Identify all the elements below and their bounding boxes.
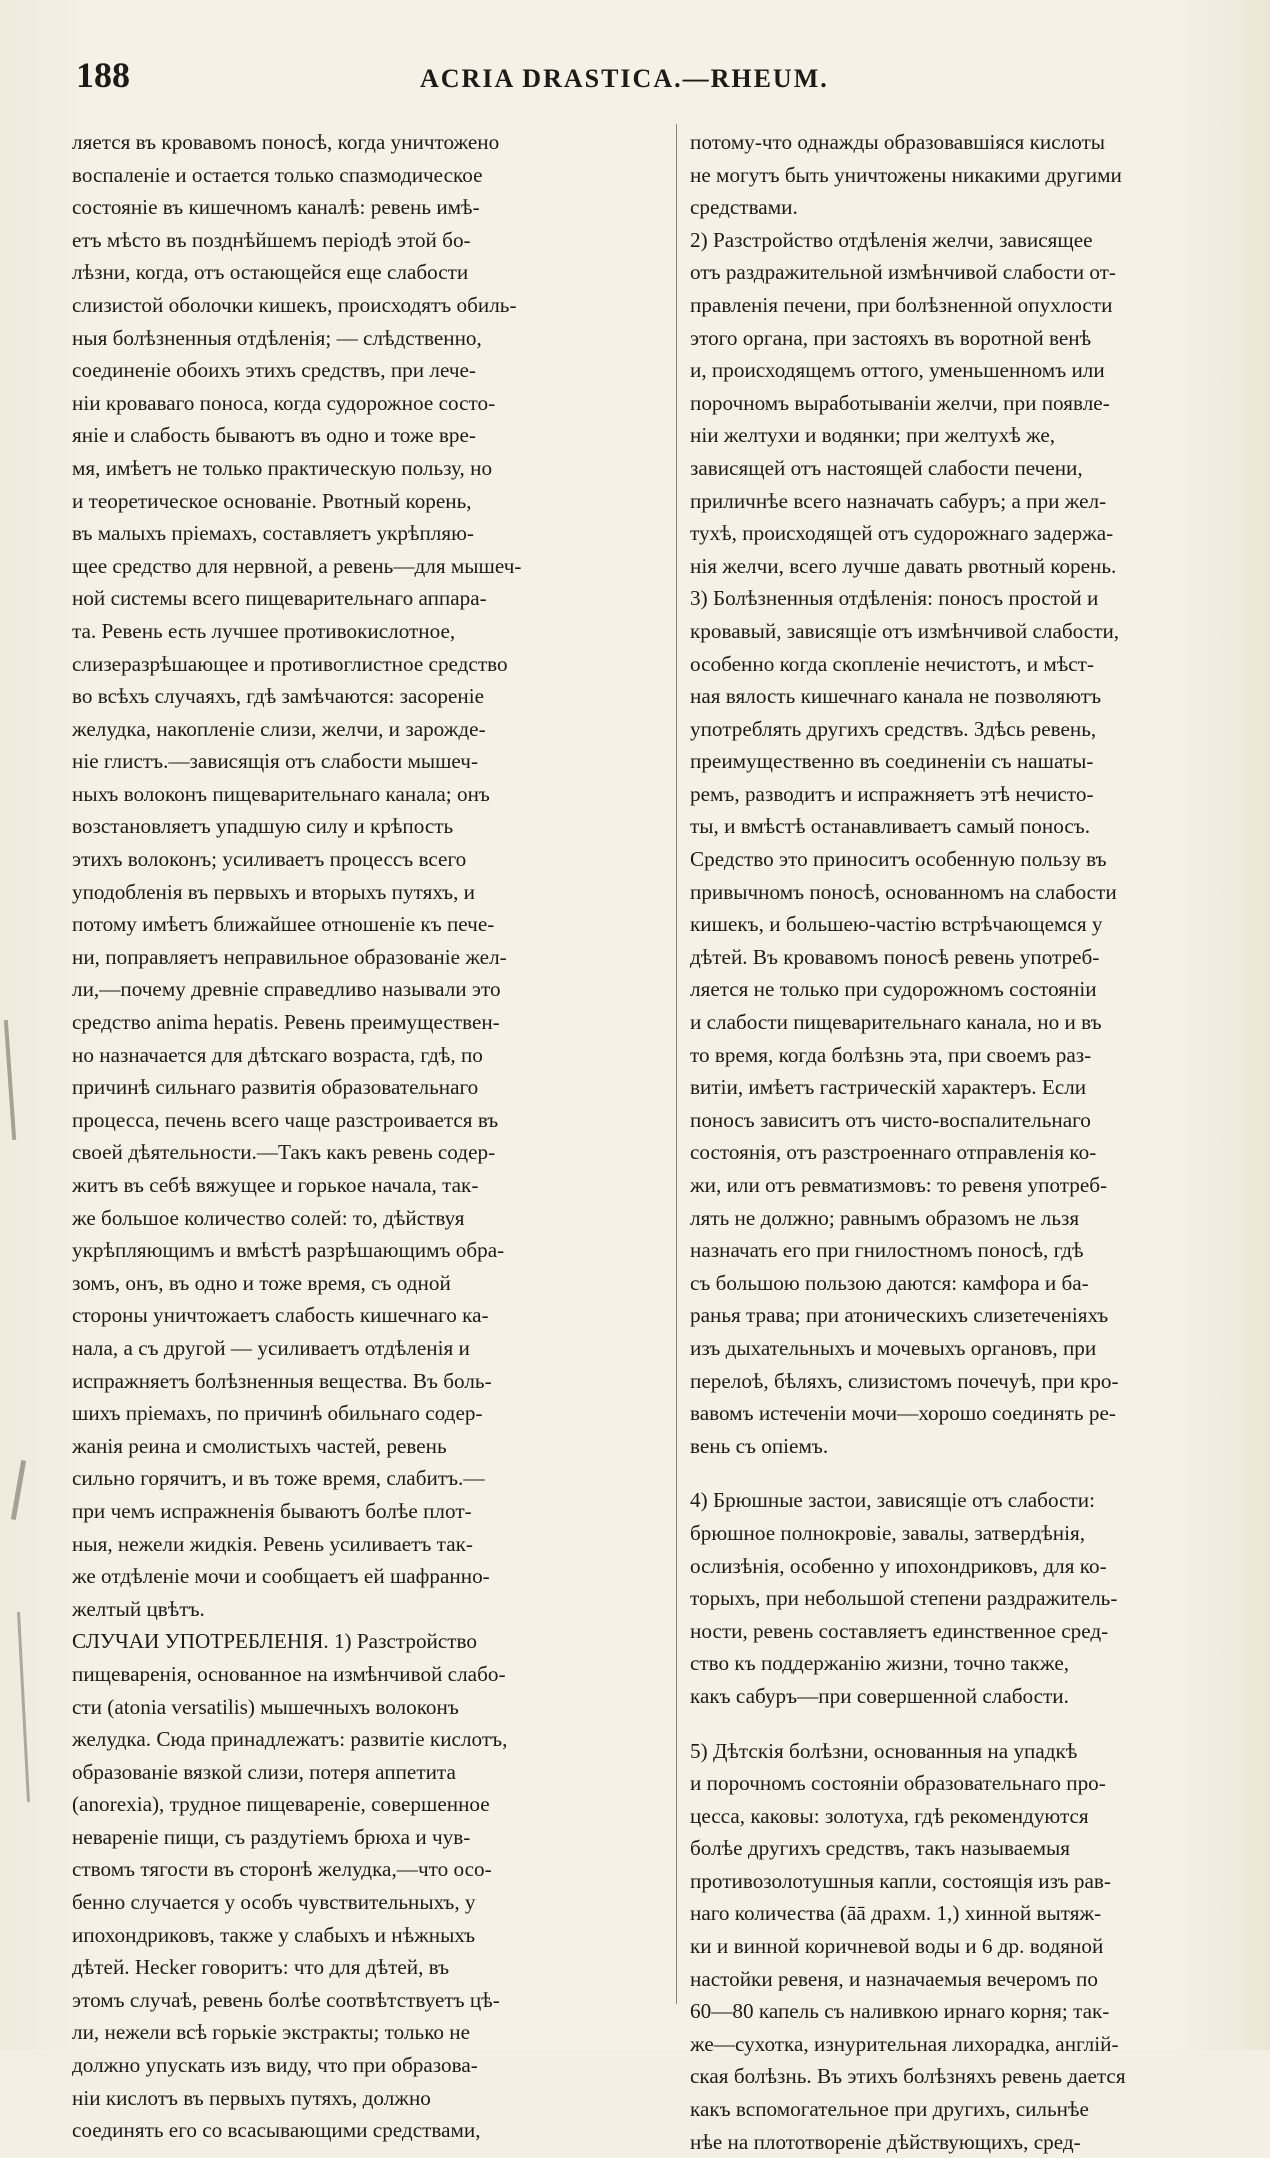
- text-line: бенно случается у особъ чувствительныхъ, у: [72, 1890, 476, 1915]
- text-line: въ малыхъ пріемахъ, составляетъ укрѣпляю-: [72, 521, 474, 546]
- text-line: дѣтей. Hecker говоритъ: что для дѣтей, въ: [72, 1955, 450, 1980]
- text-line: ская болѣзнь. Въ этихъ болѣзняхъ ревень дается: [690, 2064, 1126, 2089]
- text-line: торыхъ, при небольшой степени раздражитель-: [690, 1586, 1118, 1611]
- text-line: правленія печени, при болѣзненной опухлости: [690, 292, 1113, 317]
- text-line: пищеваренія, основанное на измѣнчивой слабо-: [72, 1661, 506, 1686]
- text-line: ной системы всего пищеварительнаго аппара-: [72, 586, 487, 611]
- text-line: изъ дыхательныхъ и мочевыхъ органовъ, при: [690, 1335, 1097, 1360]
- text-line: ніи кислотъ въ первыхъ путяхъ, должно: [72, 2085, 431, 2110]
- text-line: ности, ревень составляетъ единственное сред-: [690, 1618, 1109, 1643]
- text-line: причинѣ сильнаго развитія образовательнаго: [72, 1075, 479, 1100]
- text-line: этомъ случаѣ, ревень болѣе соотвѣтствуетъ цѣ-: [72, 1987, 500, 2012]
- text-line: поносъ зависитъ отъ чисто-воспалительнаго: [690, 1107, 1091, 1132]
- text-line: укрѣпляющимъ и вмѣстѣ разрѣшающимъ обра-: [72, 1238, 505, 1263]
- text-line: желтый цвѣтъ.: [72, 1596, 205, 1621]
- text-line: щее средство для нервной, а ревень—для мышеч-: [72, 553, 522, 578]
- text-line: образованіе вязкой слизи, потеря аппетита: [72, 1759, 456, 1784]
- text-line: при чемъ испражненія бываютъ болѣе плот-: [72, 1498, 472, 1523]
- text-line: слизеразрѣшающее и противоглистное средство: [72, 651, 508, 676]
- margin-pencil-mark: [11, 1460, 26, 1520]
- text-line: соединять его со всасывающими средствами,: [72, 2118, 481, 2143]
- text-line: Средство это приноситъ особенную пользу въ: [690, 847, 1107, 872]
- text-line: какъ сабуръ—при совершенной слабости.: [690, 1683, 1069, 1708]
- text-line: не могутъ быть уничтожены никакими другими: [690, 162, 1122, 187]
- text-line: шихъ пріемахъ, по причинѣ обильнаго содер-: [72, 1401, 483, 1426]
- text-line: ніи кроваваго поноса, когда судорожное состо-: [72, 390, 496, 415]
- text-line: ніи желтухи и водянки; при желтухѣ же,: [690, 423, 1056, 448]
- text-line: 2) Разстройство отдѣленія желчи, зависящее: [690, 227, 1093, 252]
- text-line: 4) Брюшные застои, зависящіе отъ слабости:: [690, 1488, 1095, 1513]
- text-line: привычномъ поносѣ, основанномъ на слабости: [690, 879, 1117, 904]
- text-line: ныя, нежели жидкія. Ревень усиливаетъ так-: [72, 1531, 473, 1556]
- text-line: ки и винной коричневой воды и 6 др. водяной: [690, 1934, 1104, 1959]
- text-line: брюшное полнокровіе, завалы, затвердѣнія,: [690, 1520, 1086, 1545]
- text-line: ранья трава; при атоническихъ слизетеченіяхъ: [690, 1303, 1109, 1328]
- text-line: ная вялость кишечнаго канала не позволяютъ: [690, 684, 1102, 709]
- text-line: желудка. Сюда принадлежатъ: развитіе кислотъ,: [72, 1727, 508, 1752]
- text-line: порочномъ выработываніи желчи, при появле-: [690, 390, 1110, 415]
- text-line: этого органа, при застояхъ въ воротной венѣ: [690, 325, 1092, 350]
- text-line: 3) Болѣзненныя отдѣленія: поносъ простой и: [690, 586, 1099, 611]
- text-line: мя, имѣетъ не только практическую пользу, но: [72, 455, 493, 480]
- text-line: соединеніе обоихъ этихъ средствъ, при лече-: [72, 358, 476, 383]
- text-line: приличнѣе всего назначать сабуръ; а при жел-: [690, 488, 1107, 513]
- margin-pencil-mark: [17, 1612, 30, 1802]
- text-line: средствами.: [690, 195, 798, 220]
- text-line: ніе глистъ.—зависящія отъ слабости мышеч-: [72, 749, 479, 774]
- text-line: 60—80 капель съ наливкою ирнаго корня; так-: [690, 1999, 1110, 2024]
- text-line: особенно когда скопленіе нечистотъ, и мѣст-: [690, 651, 1094, 676]
- text-line: ныя болѣзненныя отдѣленія; — слѣдственно,: [72, 325, 482, 350]
- text-line: во всѣхъ случаяхъ, гдѣ замѣчаются: засореніе: [72, 684, 485, 709]
- text-line: назначать его при гнилостномъ поносѣ, гдѣ: [690, 1238, 1084, 1263]
- text-line: невареніе пищи, съ раздутіемъ брюха и чув-: [72, 1824, 471, 1849]
- text-line: тухѣ, происходящей отъ судорожнаго задержа-: [690, 521, 1114, 546]
- text-line: цесса, каковы: золотуха, гдѣ рекомендуются: [690, 1803, 1089, 1828]
- text-line: болѣе другихъ средствъ, такъ называемыя: [690, 1836, 1070, 1861]
- text-line: процесса, печень всего чаще разстроивается въ: [72, 1107, 499, 1132]
- margin-pencil-mark: [4, 1020, 16, 1140]
- text-line: съ большою пользою даются: камфора и ба-: [690, 1270, 1089, 1295]
- text-line: яніе и слабость бываютъ въ одно и тоже вре-: [72, 423, 476, 448]
- text-line: СЛУЧАИ УПОТРЕБЛЕНІЯ. 1) Разстройство: [72, 1629, 478, 1654]
- left-column: [72, 126, 660, 2147]
- text-line: воспаленіе и остается только спазмодическое: [72, 162, 483, 187]
- text-line: должно упускать изъ виду, что при образова-: [72, 2053, 478, 2078]
- text-line: возстановляетъ упадшую силу и крѣпость: [72, 814, 454, 839]
- text-line: желудка, накопленіе слизи, желчи, и зарожде-: [72, 716, 486, 741]
- text-line: состояніе въ кишечномъ каналѣ: ревень имѣ-: [72, 195, 480, 220]
- text-line: ослизѣнія, особенно у ипохондриковъ, для ко-: [690, 1553, 1107, 1578]
- text-line: зомъ, онъ, въ одно и тоже время, съ одной: [72, 1270, 451, 1295]
- text-line: своей дѣятельности.—Такъ какъ ревень содер-: [72, 1140, 496, 1165]
- text-line: лять не должно; равнымъ образомъ не льзя: [690, 1205, 1080, 1230]
- text-line: та. Ревень есть лучшее противокислотное,: [72, 618, 456, 643]
- text-line: ствомъ тягости въ сторонѣ желудка,—что осо-: [72, 1857, 492, 1882]
- text-line: етъ мѣсто въ позднѣйшемъ періодѣ этой бо-: [72, 227, 471, 252]
- paragraph-gap: [690, 1462, 1270, 1484]
- text-line: (anorexia), трудное пищевареніе, совершенное: [72, 1792, 490, 1817]
- text-line: жанія реина и смолистыхъ частей, ревень: [72, 1433, 447, 1458]
- text-line: противозолотушныя капли, состоящія изъ рав-: [690, 1868, 1111, 1893]
- page-number: 188: [76, 55, 130, 95]
- text-line: перелоѣ, бѣляхъ, слизистомъ почечуѣ, при кро-: [690, 1368, 1119, 1393]
- text-line: житъ въ себѣ вяжущее и горькое начала, так-: [72, 1173, 479, 1197]
- text-line: и, происходящемъ оттого, уменьшенномъ или: [690, 358, 1105, 383]
- text-line: этихъ волоконъ; усиливаетъ процессъ всего: [72, 847, 467, 872]
- text-line: же отдѣленіе мочи и сообщаетъ ей шафранно-: [72, 1564, 490, 1589]
- paragraph-gap: [690, 1713, 1270, 1735]
- text-line: вень съ опіемъ.: [690, 1433, 829, 1458]
- text-line: ты, и вмѣстѣ останавливаетъ самый поносъ.: [690, 814, 1091, 839]
- text-line: дѣтей. Въ кровавомъ поносѣ ревень употреб-: [690, 944, 1100, 969]
- text-line: нѣе на плототвореніе дѣйствующихъ, сред-: [690, 2129, 1081, 2154]
- text-line: кишекъ, и большею-частію встрѣчающемся у: [690, 912, 1103, 937]
- text-line: 5) Дѣтскія болѣзни, основанныя на упадкѣ: [690, 1738, 1078, 1763]
- text-line: преимущественно въ соединеніи съ нашаты-: [690, 749, 1094, 774]
- text-line: испражняетъ болѣзненныя вещества. Въ боль-: [72, 1368, 492, 1393]
- right-column: [690, 126, 1270, 2158]
- text-line: средство anima hepatis. Ревень преимуществен-: [72, 1010, 500, 1035]
- text-line: наго количества (āā драхм. 1,) хинной вытяж-: [690, 1901, 1102, 1926]
- text-line: витіи, имѣетъ гастрическій характеръ. Если: [690, 1075, 1087, 1100]
- text-line: слизистой оболочки кишекъ, происходятъ обиль-: [72, 292, 517, 317]
- text-line: кровавый, зависящіе отъ измѣнчивой слабости,: [690, 618, 1120, 643]
- text-line: отъ раздражительной измѣнчивой слабости от-: [690, 260, 1116, 285]
- text-line: какъ вспомогательное при другихъ, сильнѣе: [690, 2097, 1089, 2122]
- text-line: потому-что однажды образовавшіяся кислоты: [690, 130, 1106, 154]
- column-divider: [676, 124, 677, 2004]
- text-line: но назначается для дѣтскаго возраста, гдѣ, по: [72, 1042, 483, 1067]
- text-line: ли,—почему древніе справедливо называли это: [72, 977, 501, 1002]
- text-line: сильно горячитъ, и въ тоже время, слабитъ.—: [72, 1466, 485, 1491]
- text-line: и слабости пищеварительнаго канала, но и въ: [690, 1010, 1102, 1035]
- text-line: лѣзни, когда, отъ остающейся еще слабости: [72, 260, 469, 285]
- text-line: нія желчи, всего лучше давать рвотный корень.: [690, 553, 1117, 578]
- text-line: уподобленія въ первыхъ и вторыхъ путяхъ, и: [72, 879, 476, 904]
- text-line: потому имѣетъ ближайшее отношеніе къ пече-: [72, 912, 495, 937]
- text-line: ремъ, разводитъ и испражняетъ этѣ нечисто-: [690, 781, 1094, 806]
- running-head: ACRIA DRASTICA.—RHEUM.: [420, 64, 829, 93]
- text-line: настойки ревеня, и назначаемыя вечеромъ по: [690, 1966, 1098, 1991]
- text-line: ли, нежели всѣ горькіе экстракты; только не: [72, 2020, 471, 2045]
- text-line: употреблять другихъ средствъ. Здѣсь ревень,: [690, 716, 1097, 741]
- text-line: же большое количество солей: то, дѣйствуя: [72, 1205, 465, 1230]
- text-line: сти (atonia versatilis) мышечныхъ волоконъ: [72, 1694, 459, 1719]
- text-line: же—сухотка, изнурительная лихорадка, англій-: [690, 2031, 1119, 2056]
- text-line: вавомъ истеченіи мочи—хорошо соединять ре-: [690, 1401, 1116, 1426]
- text-line: ляется не только при судорожномъ состояніи: [690, 977, 1097, 1002]
- text-line: и порочномъ состояніи образовательнаго про-: [690, 1771, 1106, 1796]
- text-line: то время, когда болѣзнь эта, при своемъ раз-: [690, 1042, 1092, 1067]
- text-line: состоянія, отъ разстроеннаго отправленія ко-: [690, 1140, 1097, 1165]
- text-line: ляется въ кровавомъ поносѣ, когда уничтожено: [72, 130, 500, 154]
- text-line: ипохондриковъ, также у слабыхъ и нѣжныхъ: [72, 1922, 476, 1947]
- text-line: зависящей отъ настоящей слабости печени,: [690, 455, 1083, 480]
- text-line: стороны уничтожаетъ слабость кишечнаго ка-: [72, 1303, 489, 1328]
- text-line: и теоретическое основаніе. Рвотный корень,: [72, 488, 472, 513]
- text-line: ныхъ волоконъ пищеварительнаго канала; онъ: [72, 781, 490, 806]
- text-line: ни, поправляетъ неправильное образованіе жел-: [72, 944, 507, 969]
- text-line: нала, а съ другой — усиливаетъ отдѣленія и: [72, 1335, 470, 1360]
- text-line: ство къ поддержанію жизни, точно также,: [690, 1651, 1070, 1676]
- text-line: жи, или отъ ревматизмовъ: то ревеня употреб-: [690, 1173, 1108, 1197]
